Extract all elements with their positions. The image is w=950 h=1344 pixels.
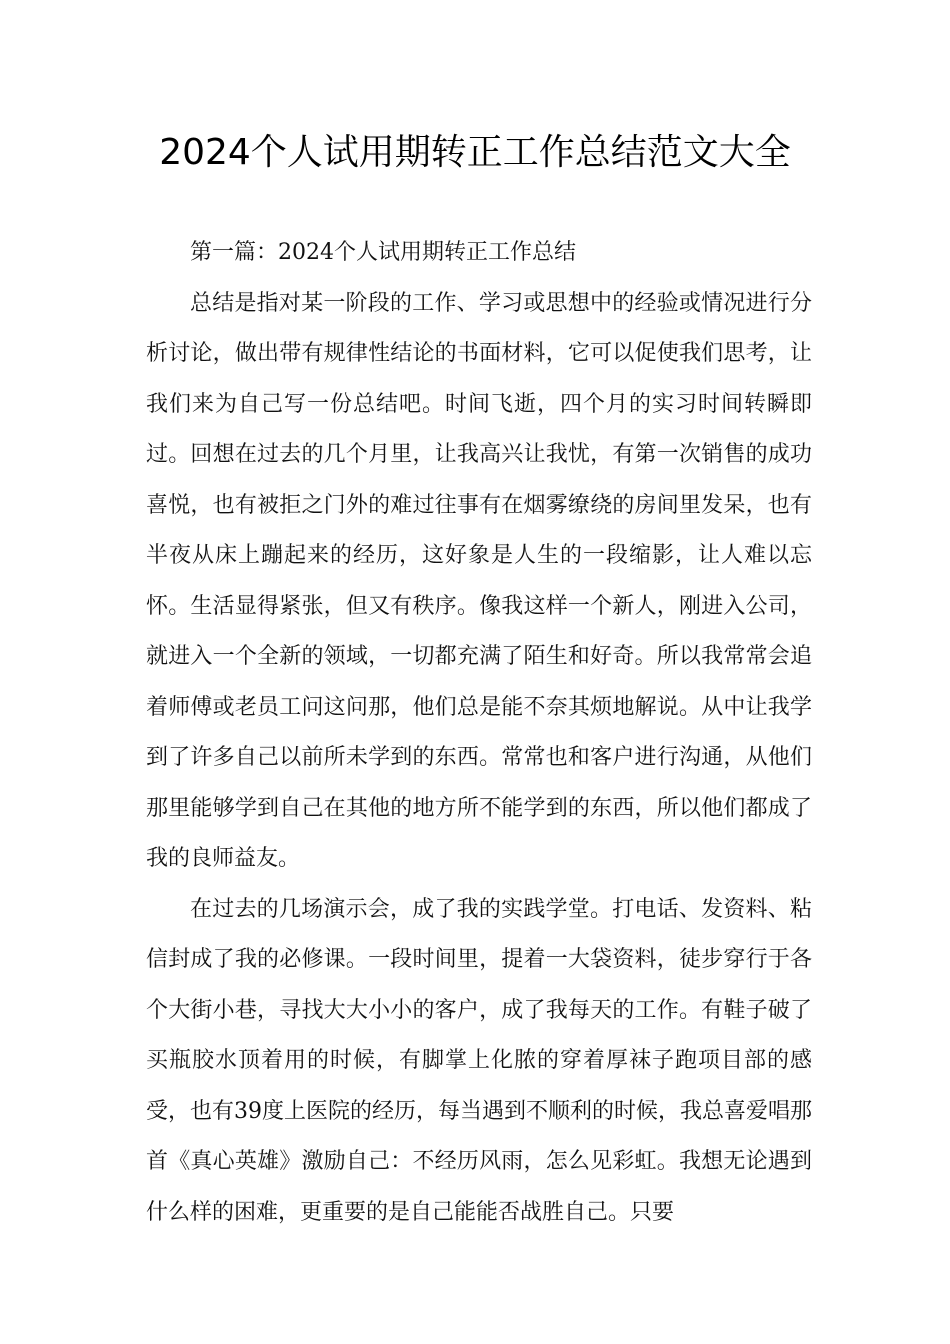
body-paragraph-2: 在过去的几场演示会，成了我的实践学堂。打电话、发资料、粘信封成了我的必修课。一段时间里，提着一大袋资料，徒步穿行于各个大街小巷，寻找大大小小的客户，成了我每天的工作。有鞋子破了买瓶胶水顶着用的时候，有脚掌上化脓的穿着厚袜子跑项目部的感受，也有39度上医院的经历，每当遇到不顺利的时候，我总喜爱唱那首《真心英雄》激励自己：不经历风雨，怎么见彩虹。我想无论遇到什么样的困难，更重要的是自己能能否战胜自己。只要 xyxy=(146,896,812,1225)
body-paragraph-1: 总结是指对某一阶段的工作、学习或思想中的经验或情况进行分析讨论，做出带有规律性结论的书面材料，它可以促使我们思考，让我们来为自己写一份总结吧。时间飞逝，四个月的实习时间转瞬即过。回想在过去的几个月里，让我高兴让我忧，有第一次销售的成功喜悦，也有被拒之门外的难过往事有在烟雾缭绕的房间里发呆，也有半夜从床上蹦起来的经历，这好象是人生的一段缩影，让人难以忘怀。生活显得紧张，但又有秩序。像我这样一个新人，刚进入公司，就进入一个全新的领域，一切都充满了陌生和好奇。所以我常常会追着师傅或老员工问这问那，他们总是能不奈其烦地解说。从中让我学到了许多自己以前所未学到的东西。常常也和客户进行沟通，从他们那里能够学到自己在其他的地方所不能学到的东西，所以他们都成了我的良师益友。 xyxy=(146,290,812,871)
document-body xyxy=(146,228,812,1238)
document-title: 2024个人试用期转正工作总结范文大全 xyxy=(159,132,791,173)
section-subheading: 第一篇：2024个人试用期转正工作总结 xyxy=(190,240,576,265)
